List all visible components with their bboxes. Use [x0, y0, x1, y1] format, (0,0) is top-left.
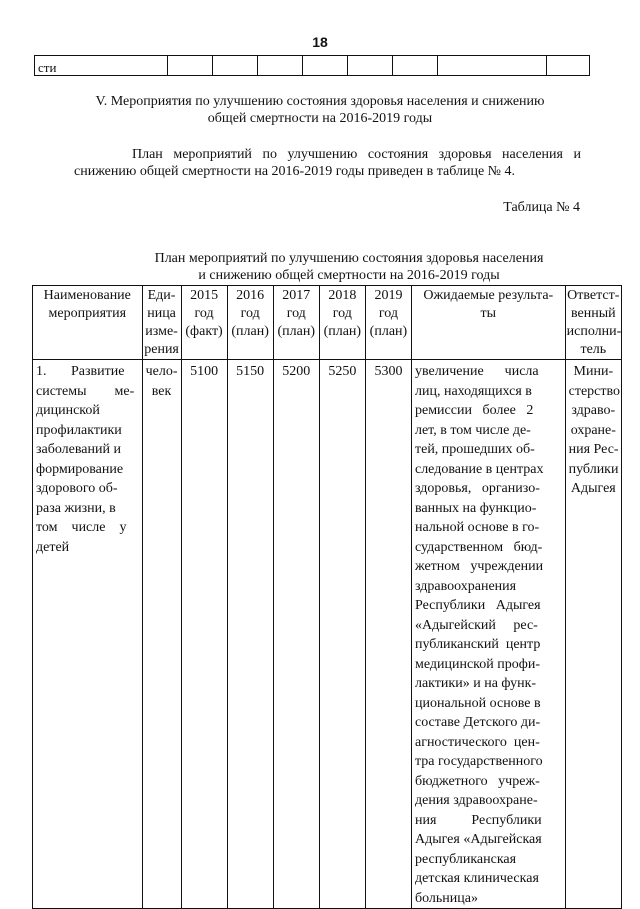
- text-line: Ожидаемые результа-: [423, 288, 554, 303]
- text-line: республиканская: [414, 851, 517, 867]
- carry-cell: [438, 56, 547, 76]
- text-line: дения здравоохране-: [414, 793, 538, 808]
- text-line: системы ме-: [36, 383, 135, 399]
- header-name: [33, 286, 143, 360]
- text-line: ремиссии более 2: [414, 403, 534, 418]
- text-line: 1. Развитие: [36, 364, 125, 379]
- carry-cell: [393, 56, 438, 76]
- text-line: здравоохранения: [414, 578, 517, 594]
- text-line: (план): [277, 324, 315, 339]
- text-line: следование в центрах: [414, 461, 544, 477]
- text-line: ния Республики: [414, 812, 542, 828]
- table-header-row: [33, 286, 622, 360]
- carry-cell: [213, 56, 258, 76]
- text-line: год: [378, 306, 398, 321]
- cell-expected-results: [411, 360, 565, 909]
- text-line: ванных на функцио-: [414, 500, 537, 516]
- text-line: нальной основе в го-: [414, 520, 540, 535]
- carry-cell: [168, 56, 213, 76]
- carry-cell: [547, 56, 590, 76]
- carry-cell: [258, 56, 303, 76]
- text-line: агностического цен-: [414, 734, 540, 750]
- table-title-line: и снижению общей смертности на 2016-2019 годы: [198, 268, 500, 283]
- section-heading-line: V. Мероприятия по улучшению состояния здоровья населения и снижению: [95, 94, 545, 109]
- carry-cell-name: сти: [35, 56, 168, 76]
- text-line: год: [286, 306, 306, 321]
- table-title: [120, 250, 578, 284]
- header-2019: [365, 286, 411, 360]
- cell-2018: 5250: [319, 360, 365, 909]
- section-heading-line: общей смертности на 2016-2019 годы: [207, 111, 433, 126]
- text-line: 2019: [374, 288, 403, 303]
- text-line: профилактики: [36, 422, 122, 438]
- text-line: тра государственного: [414, 754, 543, 769]
- text-line: год: [240, 306, 260, 321]
- intro-line: снижению общей смертности на 2016-2019 годы приведен в таблице № 4.: [74, 164, 516, 179]
- text-line: циональной основе в: [414, 695, 541, 711]
- carry-cell: [303, 56, 348, 76]
- text-line: (факт): [185, 324, 223, 339]
- text-line: 2017: [282, 288, 311, 303]
- text-line: год: [332, 306, 352, 321]
- text-line: больница»: [414, 890, 478, 906]
- text-line: венный: [571, 306, 616, 321]
- text-line: Мини-: [573, 364, 614, 379]
- text-line: охране-: [570, 422, 616, 438]
- text-line: 2018: [328, 288, 357, 303]
- cell-2019: 5300: [365, 360, 411, 909]
- text-line: формирование: [36, 461, 124, 477]
- text-line: изме-: [145, 324, 178, 339]
- text-line: 2015: [190, 288, 219, 303]
- text-line: (план): [231, 324, 269, 339]
- text-line: лиц, находящихся в: [414, 383, 532, 399]
- text-line: составе Детского ди-: [414, 715, 541, 730]
- text-line: сударственном бюд-: [414, 539, 543, 555]
- section-heading: [60, 93, 580, 127]
- text-line: Наименование: [43, 288, 131, 303]
- table-row: [33, 360, 622, 909]
- text-line: тей, прошедших об-: [414, 442, 535, 457]
- table-number-label: Таблица № 4: [503, 200, 580, 215]
- measures-table: [32, 285, 622, 909]
- text-line: жетном учреждении: [414, 559, 544, 574]
- text-line: ты: [480, 306, 497, 321]
- text-line: (план): [369, 324, 408, 339]
- text-line: дицинской: [36, 403, 100, 418]
- text-line: Ответст-: [567, 288, 620, 303]
- table-title-line: План мероприятий по улучшению состояния здоровья населения: [154, 251, 544, 266]
- carry-over-table-row: [34, 55, 590, 76]
- cell-unit: [142, 360, 181, 909]
- header-unit: [142, 286, 181, 360]
- text-line: 2016: [236, 288, 265, 303]
- text-line: лет, в том числе де-: [414, 422, 531, 438]
- text-line: Еди-: [147, 288, 176, 303]
- text-line: том числе у: [36, 520, 127, 535]
- text-line: (план): [323, 324, 362, 339]
- text-line: здоровья, организо-: [414, 481, 540, 496]
- text-line: увеличение числа: [414, 364, 539, 379]
- header-expected-results: [411, 286, 565, 360]
- text-line: век: [151, 383, 172, 399]
- cell-2015: 5100: [181, 360, 227, 909]
- text-line: Республики Адыгея: [414, 598, 541, 613]
- header-responsible: [565, 286, 621, 360]
- intro-paragraph: [74, 146, 581, 180]
- header-2017: [273, 286, 319, 360]
- text-line: стерство: [568, 383, 621, 399]
- text-line: заболеваний и: [36, 442, 121, 457]
- text-line: раза жизни, в: [36, 500, 116, 516]
- cell-responsible: [565, 360, 621, 909]
- text-line: чело-: [145, 364, 178, 379]
- text-line: исполни-: [566, 324, 622, 339]
- text-line: мероприятия: [48, 306, 127, 321]
- text-line: медицинской профи-: [414, 656, 540, 672]
- text-line: публики: [568, 461, 619, 477]
- text-line: ния Рес-: [568, 442, 619, 457]
- text-line: Адыгея «Адыгейская: [414, 832, 542, 847]
- page-number: 18: [312, 34, 328, 50]
- header-2015: [181, 286, 227, 360]
- text-line: тель: [580, 342, 607, 357]
- text-line: год: [194, 306, 214, 321]
- text-line: «Адыгейский рес-: [414, 617, 538, 633]
- cell-2016: 5150: [227, 360, 273, 909]
- cell-measure-name: [33, 360, 143, 909]
- header-2016: [227, 286, 273, 360]
- carry-cell: [348, 56, 393, 76]
- text-line: детская клиническая: [414, 871, 539, 886]
- text-line: бюджетного учреж-: [414, 773, 540, 789]
- text-line: детей: [36, 539, 70, 555]
- text-line: здорового об-: [36, 481, 118, 496]
- header-2018: [319, 286, 365, 360]
- text-line: рения: [144, 342, 179, 357]
- text-line: публиканский центр: [414, 637, 541, 652]
- intro-line: План мероприятий по улучшению состояния здоровья населения и: [132, 147, 581, 162]
- text-line: Адыгея: [570, 481, 616, 496]
- cell-2017: 5200: [273, 360, 319, 909]
- text-line: лактики» и на функ-: [414, 676, 537, 691]
- text-line: здраво-: [571, 403, 616, 418]
- text-line: ница: [147, 306, 176, 321]
